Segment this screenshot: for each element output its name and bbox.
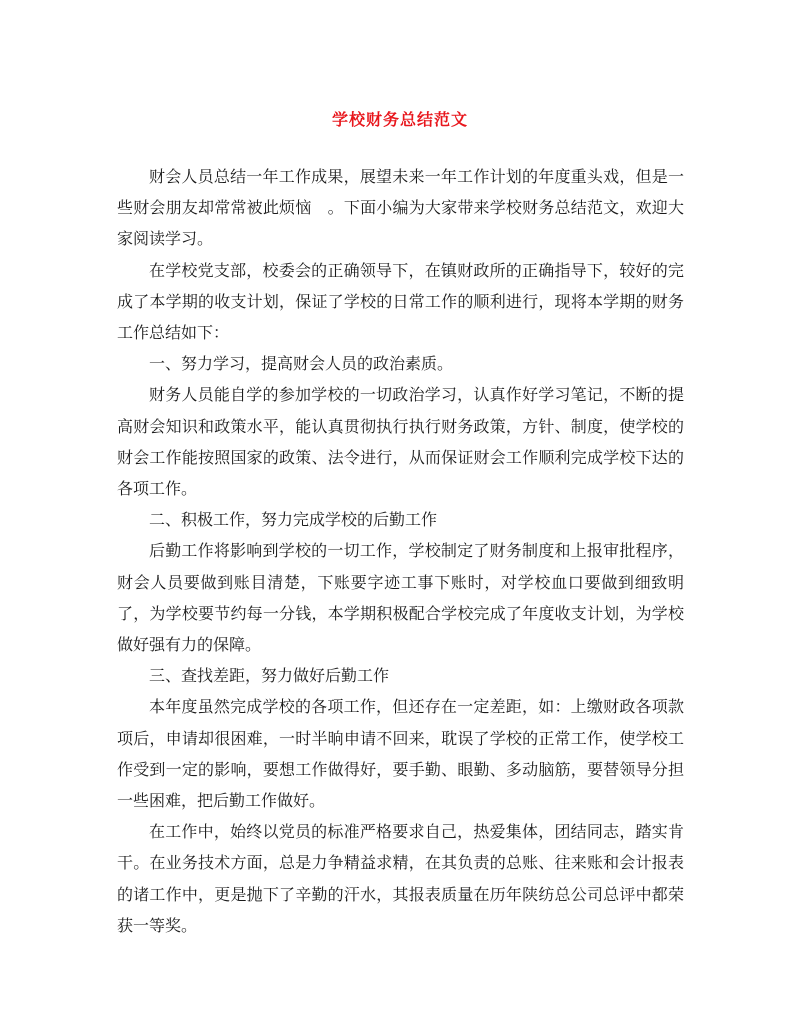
section-heading-3: 三、查找差距，努力做好后勤工作: [149, 666, 390, 686]
overview-paragraph: 在学校党支部，校委会的正确领导下，在镇财政所的正确指导下，较好的完成了本学期的收支计划，保证了学校的日常工作的顺利进行，现将本学期的财务工作总结如下：: [117, 260, 684, 343]
section-1-paragraph: 财务人员能自学的参加学校的一切政治学习，认真作好学习笔记，不断的提高财会知识和政策水平，能认真贯彻执行执行财务政策，方针、制度，使学校的财会工作能按照国家的政策、法令进行，从而保证财会工作顺利完成学校下达的各项工作。: [117, 385, 684, 499]
document-title: 学校财务总结范文: [331, 110, 468, 129]
intro-paragraph: 财会人员总结一年工作成果，展望未来一年工作计划的年度重头戏，但是一些财会朋友却常常被此烦恼 。下面小编为大家带来学校财务总结范文，欢迎大家阅读学习。: [117, 167, 684, 249]
section-2-paragraph: 后勤工作将影响到学校的一切工作，学校制定了财务制度和上报审批程序，财会人员要做到账目清楚，下账要字迹工事下账时，对学校血口要做到细致明了，为学校要节约每一分钱，本学期积极配合学校完成了年度收支计划，为学校做好强有力的保障。: [117, 541, 684, 655]
closing-paragraph: 在工作中，始终以党员的标准严格要求自己，热爱集体，团结同志，踏实肯干。在业务技术方面，总是力争精益求精，在其负责的总账、往来账和会计报表的诸工作中，更是抛下了辛勤的汗水，其报表质量在历年陕纺总公司总评中都荣获一等奖。: [117, 822, 684, 935]
document-body: [117, 161, 684, 941]
section-heading-2: 二、积极工作，努力完成学校的后勤工作: [149, 510, 438, 530]
section-3-paragraph: 本年度虽然完成学校的各项工作，但还存在一定差距，如：上缴财政各项款项后，申请却很困难，一时半晌申请不回来，耽误了学校的正常工作，使学校工作受到一定的影响，要想工作做得好，要手勤、眼勤、多动脑筋，要替领导分担一些困难，把后勤工作做好。: [117, 697, 684, 811]
section-heading-1: 一、努力学习，提高财会人员的政治素质。: [149, 354, 454, 374]
